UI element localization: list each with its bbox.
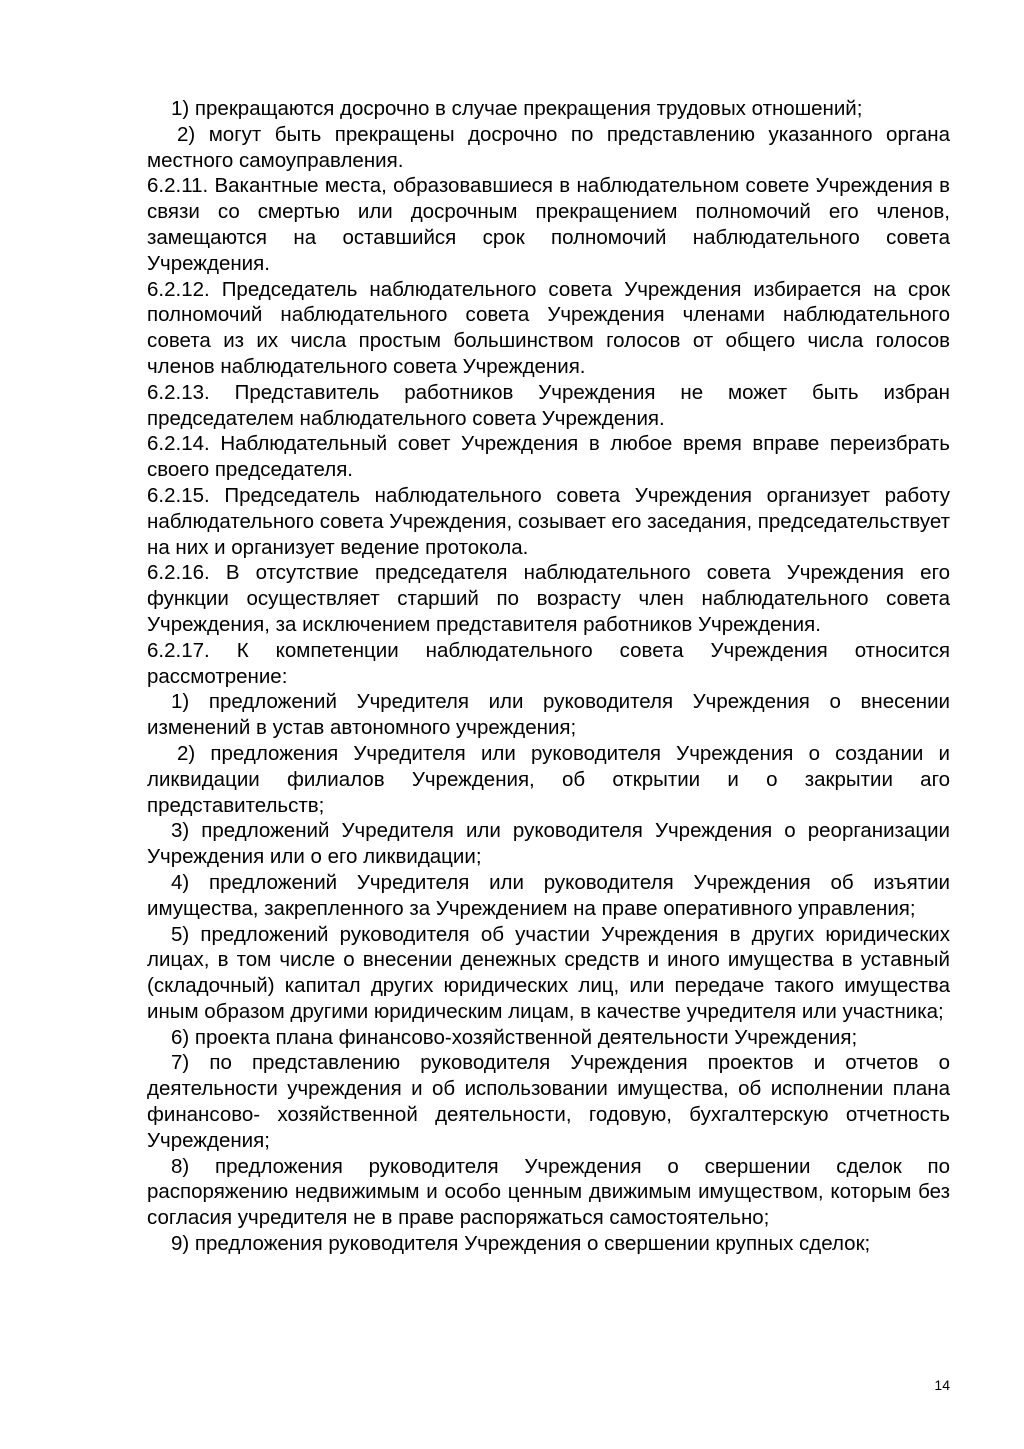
paragraph-item-1: 1) прекращаются досрочно в случае прекращения трудовых отношений; xyxy=(171,97,863,120)
paragraph-item-2: 2) могут быть прекращены досрочно по представлению указанного органа местного самоуправления. xyxy=(147,122,950,172)
list-item-competence-4: 4) предложений Учредителя или руководителя Учреждения об изъятии имущества, закрепленного за Учреждением на праве оперативного управления; xyxy=(147,870,950,920)
list-item-competence-1: 1) предложений Учредителя или руководителя Учреждения о внесении изменений в устав автономного учреждения; xyxy=(147,690,950,740)
page-number: 14 xyxy=(934,1377,950,1393)
paragraph-clause-6-2-17: 6.2.17. К компетенции наблюдательного совета Учреждения относится рассмотрение: xyxy=(147,638,950,688)
list-item-competence-7: 7) по представлению руководителя Учреждения проектов и отчетов о деятельности учреждения и об использовании имущества, об исполнении плана финансово- хозяйственной деятельности, годовую, бухгалтерскую отчетность Учреждения; xyxy=(147,1051,950,1152)
list-item-competence-5: 5) предложений руководителя об участии Учреждения в других юридических лицах, в том числе о внесении денежных средств и иного имущества в уставный (складочный) капитал других юридических лиц, или передаче такого имущества иным образом другими юридическим лицам, в качестве учредителя или участника; xyxy=(147,922,950,1023)
list-item-competence-3: 3) предложений Учредителя или руководителя Учреждения о реорганизации Учреждения или о его ликвидации; xyxy=(147,819,950,869)
list-item-competence-9: 9) предложения руководителя Учреждения о свершении крупных сделок; xyxy=(171,1232,871,1256)
paragraph-clause-6-2-16: 6.2.16. В отсутствие председателя наблюдательного совета Учреждения его функции осуществляет старший по возрасту член наблюдательного совета Учреждения, за исключением представителя работников Учреждения. xyxy=(147,561,950,636)
paragraph-clause-6-2-12: 6.2.12. Председатель наблюдательного совета Учреждения избирается на срок полномочий наблюдательного совета Учреждения членами наблюдательного совета из их числа простым большинством голосов от общего числа голосов членов наблюдательного совета Учреждения. xyxy=(147,277,950,378)
paragraph-clause-6-2-13: 6.2.13. Представитель работников Учреждения не может быть избран председателем наблюдательного совета Учреждения. xyxy=(147,380,950,430)
paragraph-clause-6-2-14: 6.2.14. Наблюдательный совет Учреждения в любое время вправе переизбрать своего председателя. xyxy=(147,432,950,482)
paragraph-clause-6-2-11: 6.2.11. Вакантные места, образовавшиеся в наблюдательном совете Учреждения в связи со смертью или досрочным прекращением полномочий его членов, замещаются на оставшийся срок полномочий наблюдательного совета Учреждения. xyxy=(147,174,950,275)
list-item-competence-8: 8) предложения руководителя Учреждения о свершении сделок по распоряжению недвижимым и особо ценным движимым имуществом, которым без согласия учредителя не в праве распоряжаться самостоятельно; xyxy=(147,1154,950,1230)
list-item-competence-6: 6) проекта плана финансово-хозяйственной деятельности Учреждения; xyxy=(171,1025,858,1049)
document-body xyxy=(147,96,950,1257)
list-item-competence-2: 2) предложения Учредителя или руководителя Учреждения о создании и ликвидации филиалов Учреждения, об открытии и о закрытии аго представительств; xyxy=(147,741,950,817)
paragraph-clause-6-2-15: 6.2.15. Председатель наблюдательного совета Учреждения организует работу наблюдательного совета Учреждения, созывает его заседания, председательствует на них и организует ведение протокола. xyxy=(147,483,950,559)
